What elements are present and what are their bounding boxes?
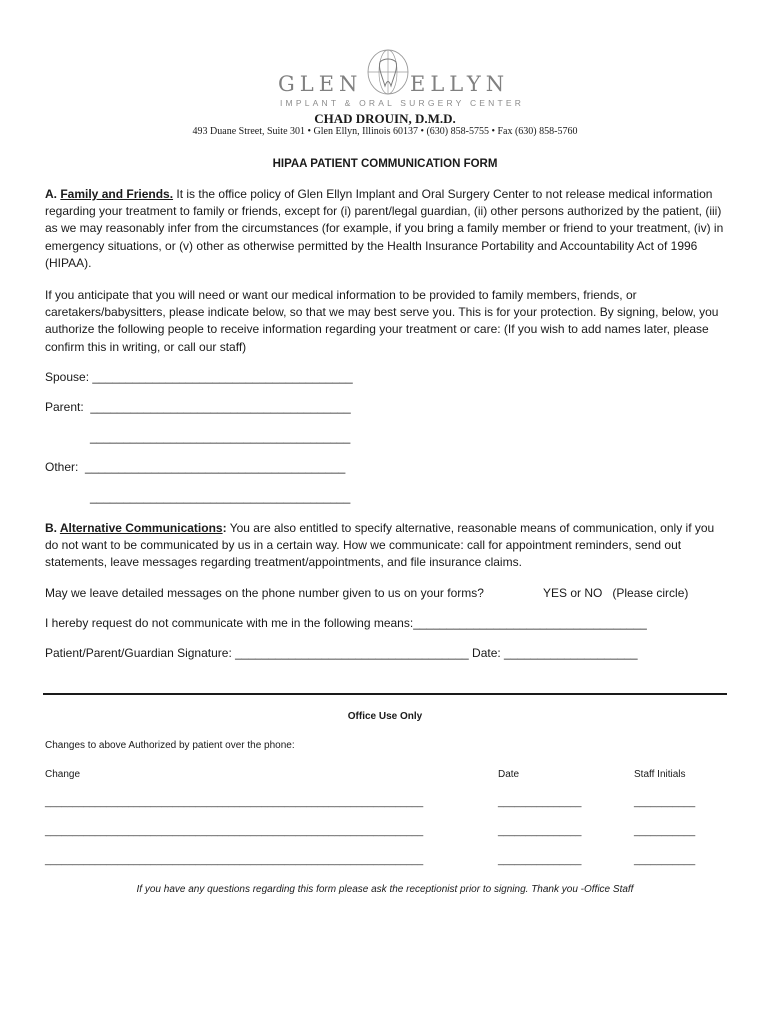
change-line-2[interactable]: ____________________________________________________________________ — [45, 826, 424, 837]
section-b-text: You are also entitled to specify alternative, reasonable means of communication, only if you do not want to be communicated by us in a certain way. How we communicate: call for appointment reminders, send out statements, leave messages regarding treatment/appointments, and file insurance claims. — [45, 521, 715, 570]
form-title: HIPAA PATIENT COMMUNICATION FORM — [272, 158, 498, 170]
column-staff-initials: Staff Initials — [634, 769, 686, 780]
other-field-line-2[interactable]: _______________________________________ — [90, 490, 351, 504]
section-b-colon: : — [222, 521, 227, 535]
section-a-heading: Family and Friends. — [60, 187, 174, 201]
date-line-3[interactable]: _______________ — [498, 855, 582, 866]
logo-word-left: GLEN — [278, 72, 363, 96]
date-line-1[interactable]: _______________ — [498, 797, 582, 808]
spouse-field[interactable]: Spouse: _______________________________________ — [45, 370, 353, 384]
column-change: Change — [45, 769, 81, 780]
glen-ellyn-logo — [270, 46, 525, 112]
section-a-heading-wrap — [60, 187, 173, 201]
section-b-paragraph — [45, 520, 730, 572]
globe-tooth-icon — [358, 46, 418, 98]
section-b-label: B. — [45, 521, 60, 535]
initials-line-1[interactable]: ___________ — [634, 797, 696, 808]
section-divider — [43, 693, 727, 695]
office-address: 493 Duane Street, Suite 301 • Glen Ellyn, Illinois 60137 • (630) 858-5755 • Fax (630) 858-5760 — [192, 126, 578, 137]
office-use-title: Office Use Only — [347, 711, 423, 722]
other-field[interactable]: Other: _______________________________________ — [45, 460, 346, 474]
communication-request-field[interactable]: I hereby request do not communicate with me in the following means:___________________________________ — [45, 616, 647, 630]
change-line-1[interactable]: ____________________________________________________________________ — [45, 797, 424, 808]
change-line-3[interactable]: ____________________________________________________________________ — [45, 855, 424, 866]
initials-line-2[interactable]: ___________ — [634, 826, 696, 837]
yes-no-choice[interactable]: YES or NO (Please circle) — [543, 586, 689, 600]
initials-line-3[interactable]: ___________ — [634, 855, 696, 866]
logo-subtitle: IMPLANT & ORAL SURGERY CENTER — [280, 98, 525, 108]
parent-field[interactable]: Parent: _______________________________________ — [45, 400, 351, 414]
leave-messages-question: May we leave detailed messages on the phone number given to us on your forms? — [45, 586, 484, 600]
signature-date-field[interactable]: Patient/Parent/Guardian Signature: ___________________________________ Date: ____________________ — [45, 646, 638, 660]
changes-note: Changes to above Authorized by patient over the phone: — [45, 740, 295, 751]
date-line-2[interactable]: _______________ — [498, 826, 582, 837]
doctor-name: CHAD DROUIN, D.M.D. — [314, 111, 456, 126]
section-a-text: It is the office policy of Glen Ellyn Implant and Oral Surgery Center to not release medical information regarding your treatment to family or friends, except for (i) parent/legal guardian, (ii) other persons authorized by the patient, (iii) as we may reasonably infer from the circumstances (for example, if you bring a family member or friend to your treatment, (iv) in emergency situations, or (v) other as otherwise permitted by the Health Insurance Portability and Accountability Act of 1996 (HIPAA). — [45, 187, 724, 270]
parent-field-line-2[interactable]: _______________________________________ — [90, 430, 351, 444]
logo-word-right: ELLYN — [410, 72, 510, 96]
section-a-paragraph-2: If you anticipate that you will need or want our medical information to be provided to family members, friends, or caretakers/babysitters, please indicate below, so that we may best serve you. This is for your protection. By signing, below, you authorize the following people to receive information regarding your treatment or care: (If you wish to add names later, please confirm this in writing, or call our staff) — [45, 288, 719, 354]
section-b-heading: Alternative Communications — [59, 521, 223, 535]
section-a-label: A. — [45, 187, 61, 201]
footer-note: If you have any questions regarding this form please ask the receptionist prior to signing. Thank you -Office Staff — [136, 884, 634, 895]
column-date: Date — [498, 769, 520, 780]
section-b-heading-wrap — [60, 521, 227, 535]
section-a-paragraph — [45, 186, 730, 272]
